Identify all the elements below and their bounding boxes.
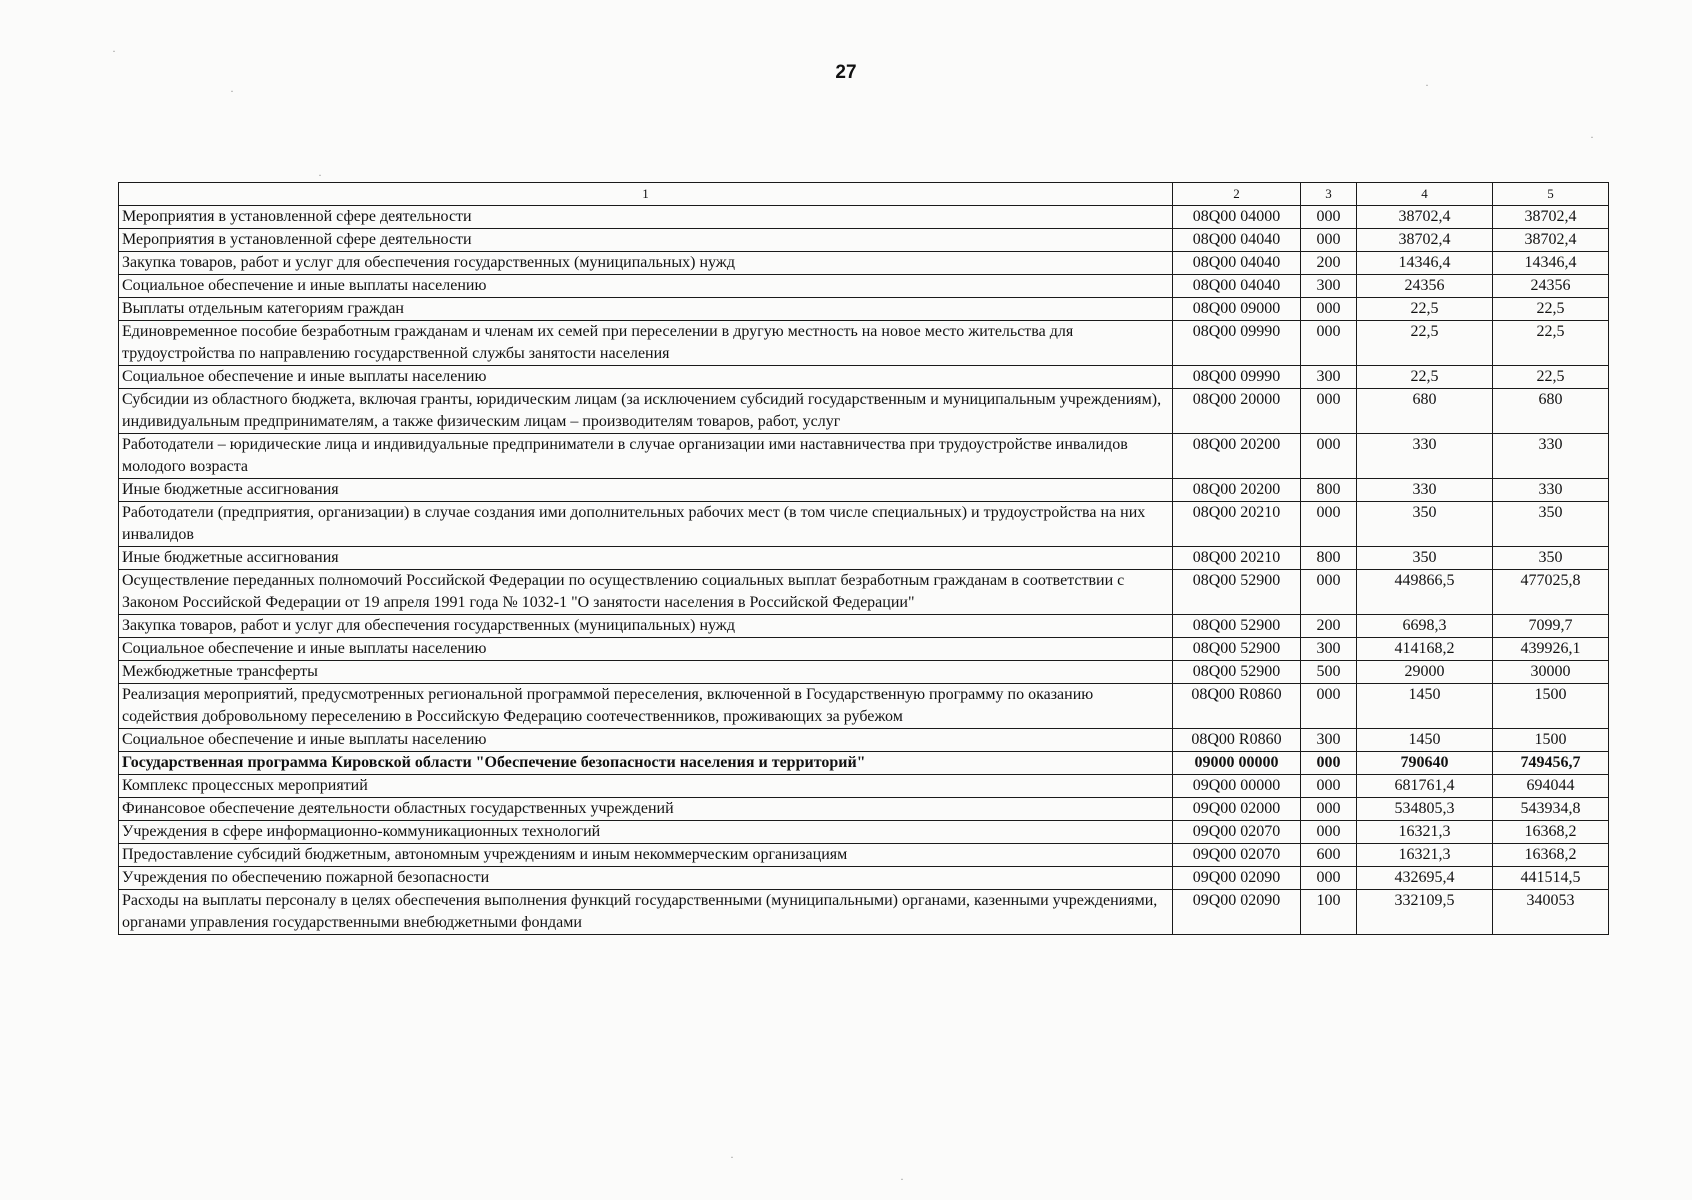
row-value-year2-cell: 680: [1493, 389, 1609, 434]
scan-speck: ·: [730, 1150, 734, 1164]
scan-speck: ·: [318, 168, 322, 182]
row-name-cell: Учреждения по обеспечению пожарной безопасности: [119, 867, 1173, 890]
table-row: [119, 206, 1609, 229]
row-code-cell: 08Q00 09990: [1173, 366, 1301, 389]
table-row: [119, 479, 1609, 502]
row-value-year2-cell: 22,5: [1493, 321, 1609, 366]
row-name-cell: Закупка товаров, работ и услуг для обеспечения государственных (муниципальных) нужд: [119, 615, 1173, 638]
row-value-year2-cell: 477025,8: [1493, 570, 1609, 615]
row-value-year2-cell: 38702,4: [1493, 206, 1609, 229]
row-name-cell: Работодатели – юридические лица и индивидуальные предприниматели в случае организации ими наставничества при трудоустройстве инвалидов молодого возраста: [119, 434, 1173, 479]
row-value-year1-cell: 330: [1357, 434, 1493, 479]
row-code-cell: 08Q00 20200: [1173, 434, 1301, 479]
row-code-cell: 09Q00 02070: [1173, 821, 1301, 844]
table-row: [119, 844, 1609, 867]
row-name-cell: Предоставление субсидий бюджетным, автономным учреждениям и иным некоммерческим организациям: [119, 844, 1173, 867]
row-code-cell: 08Q00 52900: [1173, 638, 1301, 661]
row-type-cell: 000: [1301, 570, 1357, 615]
row-name-cell: Финансовое обеспечение деятельности областных государственных учреждений: [119, 798, 1173, 821]
row-type-cell: 000: [1301, 298, 1357, 321]
table-row: [119, 821, 1609, 844]
row-code-cell: 08Q00 52900: [1173, 661, 1301, 684]
row-value-year2-cell: 16368,2: [1493, 821, 1609, 844]
row-value-year1-cell: 432695,4: [1357, 867, 1493, 890]
row-type-cell: 300: [1301, 275, 1357, 298]
table-row: [119, 890, 1609, 935]
table-row: [119, 798, 1609, 821]
row-value-year1-cell: 38702,4: [1357, 229, 1493, 252]
row-value-year1-cell: 681761,4: [1357, 775, 1493, 798]
row-value-year2-cell: 330: [1493, 479, 1609, 502]
table-row: [119, 867, 1609, 890]
row-type-cell: 500: [1301, 661, 1357, 684]
row-value-year2-cell: 24356: [1493, 275, 1609, 298]
table-row: [119, 434, 1609, 479]
table-header-row: [119, 183, 1609, 206]
row-value-year2-cell: 22,5: [1493, 298, 1609, 321]
row-name-cell: Социальное обеспечение и иные выплаты населению: [119, 638, 1173, 661]
row-type-cell: 000: [1301, 389, 1357, 434]
row-code-cell: 09Q00 00000: [1173, 775, 1301, 798]
row-value-year2-cell: 7099,7: [1493, 615, 1609, 638]
row-name-cell: Осуществление переданных полномочий Российской Федерации по осуществлению социальных выплат безработным гражданам в соответствии с Законом Российской Федерации от 19 апреля 1991 года № 1032-1 "О занятости населения в Российской Федерации": [119, 570, 1173, 615]
row-name-cell: Работодатели (предприятия, организации) в случае создания ими дополнительных рабочих мест (в том числе специальных) и трудоустройства на них инвалидов: [119, 502, 1173, 547]
table-row: [119, 229, 1609, 252]
row-name-cell: Расходы на выплаты персоналу в целях обеспечения выполнения функций государственными (муниципальными) органами, казенными учреждениями, органами управления государственными внебюджетными фондами: [119, 890, 1173, 935]
row-type-cell: 800: [1301, 547, 1357, 570]
row-value-year1-cell: 16321,3: [1357, 821, 1493, 844]
row-name-cell: Социальное обеспечение и иные выплаты населению: [119, 275, 1173, 298]
header-col-1: 1: [119, 183, 1173, 206]
row-type-cell: 000: [1301, 321, 1357, 366]
row-code-cell: 09Q00 02090: [1173, 867, 1301, 890]
row-type-cell: 300: [1301, 729, 1357, 752]
table-row: [119, 547, 1609, 570]
scan-speck: ·: [1425, 78, 1429, 92]
row-value-year2-cell: 14346,4: [1493, 252, 1609, 275]
row-value-year1-cell: 680: [1357, 389, 1493, 434]
row-code-cell: 08Q00 04040: [1173, 229, 1301, 252]
row-type-cell: 800: [1301, 479, 1357, 502]
row-name-cell: Мероприятия в установленной сфере деятельности: [119, 229, 1173, 252]
table-row: [119, 615, 1609, 638]
row-value-year1-cell: 414168,2: [1357, 638, 1493, 661]
table-body: [119, 183, 1609, 935]
row-value-year1-cell: 350: [1357, 502, 1493, 547]
row-code-cell: 08Q00 09000: [1173, 298, 1301, 321]
row-name-cell: Учреждения в сфере информационно-коммуникационных технологий: [119, 821, 1173, 844]
row-value-year2-cell: 330: [1493, 434, 1609, 479]
row-type-cell: 200: [1301, 252, 1357, 275]
table-row: [119, 366, 1609, 389]
row-code-cell: 08Q00 04040: [1173, 275, 1301, 298]
row-value-year2-cell: 1500: [1493, 684, 1609, 729]
row-code-cell: 08Q00 20210: [1173, 547, 1301, 570]
row-value-year2-cell: 350: [1493, 502, 1609, 547]
scan-speck: ·: [230, 84, 234, 98]
scan-speck: ·: [112, 44, 116, 58]
row-value-year2-cell: 439926,1: [1493, 638, 1609, 661]
row-value-year2-cell: 749456,7: [1493, 752, 1609, 775]
scan-speck: ·: [1590, 130, 1594, 144]
row-value-year1-cell: 330: [1357, 479, 1493, 502]
header-col-4: 4: [1357, 183, 1493, 206]
budget-table: [118, 182, 1609, 935]
row-code-cell: 08Q00 52900: [1173, 570, 1301, 615]
row-name-cell: Комплекс процессных мероприятий: [119, 775, 1173, 798]
row-code-cell: 08Q00 R0860: [1173, 729, 1301, 752]
row-name-cell: Единовременное пособие безработным гражданам и членам их семей при переселении в другую местность на новое место жительства для трудоустройства по направлению государственной службы занятости населения: [119, 321, 1173, 366]
row-value-year2-cell: 543934,8: [1493, 798, 1609, 821]
page-number: 27: [835, 62, 857, 83]
row-type-cell: 200: [1301, 615, 1357, 638]
scan-speck: ·: [900, 1172, 904, 1186]
row-value-year1-cell: 22,5: [1357, 298, 1493, 321]
row-code-cell: 08Q00 04000: [1173, 206, 1301, 229]
row-value-year1-cell: 1450: [1357, 729, 1493, 752]
table-row: [119, 298, 1609, 321]
row-code-cell: 08Q00 52900: [1173, 615, 1301, 638]
table-row: [119, 661, 1609, 684]
table-row: [119, 502, 1609, 547]
table-row: [119, 321, 1609, 366]
row-name-cell: Мероприятия в установленной сфере деятельности: [119, 206, 1173, 229]
row-value-year1-cell: 449866,5: [1357, 570, 1493, 615]
row-code-cell: 08Q00 04040: [1173, 252, 1301, 275]
row-type-cell: 000: [1301, 684, 1357, 729]
row-name-cell: Государственная программа Кировской области "Обеспечение безопасности населения и территорий": [119, 752, 1173, 775]
row-value-year1-cell: 6698,3: [1357, 615, 1493, 638]
row-code-cell: 09Q00 02000: [1173, 798, 1301, 821]
row-code-cell: 08Q00 20210: [1173, 502, 1301, 547]
row-code-cell: 08Q00 20200: [1173, 479, 1301, 502]
row-value-year2-cell: 16368,2: [1493, 844, 1609, 867]
row-type-cell: 000: [1301, 229, 1357, 252]
row-type-cell: 600: [1301, 844, 1357, 867]
row-code-cell: 09Q00 02070: [1173, 844, 1301, 867]
row-name-cell: Иные бюджетные ассигнования: [119, 479, 1173, 502]
row-type-cell: 000: [1301, 206, 1357, 229]
row-value-year1-cell: 1450: [1357, 684, 1493, 729]
row-value-year1-cell: 350: [1357, 547, 1493, 570]
row-type-cell: 000: [1301, 775, 1357, 798]
row-type-cell: 300: [1301, 366, 1357, 389]
row-code-cell: 08Q00 09990: [1173, 321, 1301, 366]
row-value-year1-cell: 790640: [1357, 752, 1493, 775]
row-value-year2-cell: 1500: [1493, 729, 1609, 752]
row-type-cell: 000: [1301, 752, 1357, 775]
table-row: [119, 775, 1609, 798]
header-col-5: 5: [1493, 183, 1609, 206]
row-code-cell: 09Q00 02090: [1173, 890, 1301, 935]
row-value-year1-cell: 38702,4: [1357, 206, 1493, 229]
row-value-year1-cell: 29000: [1357, 661, 1493, 684]
table-row: [119, 684, 1609, 729]
header-col-2: 2: [1173, 183, 1301, 206]
row-name-cell: Социальное обеспечение и иные выплаты населению: [119, 729, 1173, 752]
row-type-cell: 000: [1301, 434, 1357, 479]
row-type-cell: 300: [1301, 638, 1357, 661]
row-type-cell: 000: [1301, 798, 1357, 821]
table-row: [119, 389, 1609, 434]
header-col-3: 3: [1301, 183, 1357, 206]
row-code-cell: 09000 00000: [1173, 752, 1301, 775]
row-code-cell: 08Q00 R0860: [1173, 684, 1301, 729]
row-value-year1-cell: 16321,3: [1357, 844, 1493, 867]
row-value-year1-cell: 22,5: [1357, 366, 1493, 389]
row-value-year1-cell: 332109,5: [1357, 890, 1493, 935]
table-row: [119, 252, 1609, 275]
row-name-cell: Субсидии из областного бюджета, включая гранты, юридическим лицам (за исключением субсидий государственным и муниципальным учреждениям), индивидуальным предпринимателям, а также физическим лицам – производителям товаров, работ, услуг: [119, 389, 1173, 434]
row-value-year2-cell: 38702,4: [1493, 229, 1609, 252]
table-row: [119, 729, 1609, 752]
row-value-year2-cell: 350: [1493, 547, 1609, 570]
table-row: [119, 275, 1609, 298]
row-name-cell: Межбюджетные трансферты: [119, 661, 1173, 684]
row-name-cell: Реализация мероприятий, предусмотренных региональной программой переселения, включенной в Государственную программу по оказанию содействия добровольному переселению в Российскую Федерацию соотечественников, проживающих за рубежом: [119, 684, 1173, 729]
row-name-cell: Иные бюджетные ассигнования: [119, 547, 1173, 570]
row-value-year2-cell: 694044: [1493, 775, 1609, 798]
row-type-cell: 000: [1301, 502, 1357, 547]
row-code-cell: 08Q00 20000: [1173, 389, 1301, 434]
row-value-year1-cell: 534805,3: [1357, 798, 1493, 821]
table-row: [119, 752, 1609, 775]
row-type-cell: 000: [1301, 867, 1357, 890]
row-value-year2-cell: 441514,5: [1493, 867, 1609, 890]
row-value-year2-cell: 30000: [1493, 661, 1609, 684]
row-name-cell: Закупка товаров, работ и услуг для обеспечения государственных (муниципальных) нужд: [119, 252, 1173, 275]
table-row: [119, 570, 1609, 615]
row-name-cell: Социальное обеспечение и иные выплаты населению: [119, 366, 1173, 389]
row-value-year2-cell: 22,5: [1493, 366, 1609, 389]
row-value-year1-cell: 14346,4: [1357, 252, 1493, 275]
row-value-year2-cell: 340053: [1493, 890, 1609, 935]
table-row: [119, 638, 1609, 661]
row-value-year1-cell: 24356: [1357, 275, 1493, 298]
row-type-cell: 100: [1301, 890, 1357, 935]
row-type-cell: 000: [1301, 821, 1357, 844]
row-value-year1-cell: 22,5: [1357, 321, 1493, 366]
row-name-cell: Выплаты отдельным категориям граждан: [119, 298, 1173, 321]
